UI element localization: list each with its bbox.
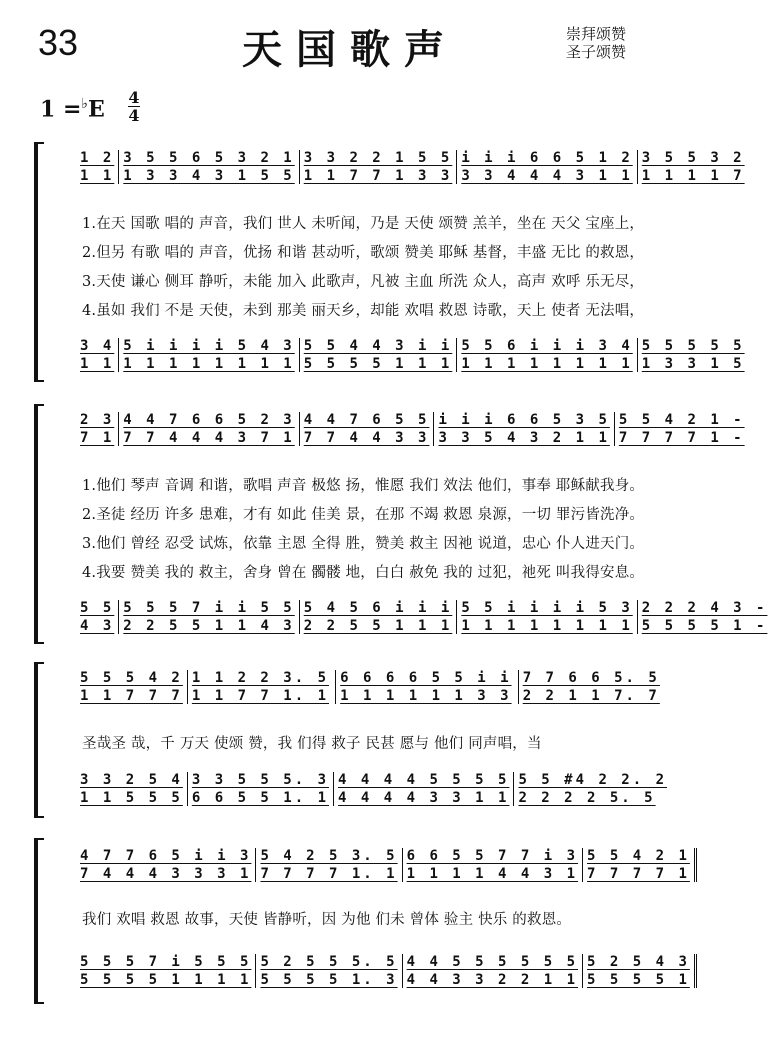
notes-upper: 5 4 2 5 3. 5	[260, 848, 398, 864]
notes-upper: 4 4 4 4 5 5 5 5	[338, 772, 510, 788]
notes-lower: 7 7 7 7 1. 1	[260, 866, 398, 882]
staff-bottom	[76, 772, 666, 806]
staff-bottom	[76, 954, 690, 988]
notes-lower: 1 1 1 1 1 1 3 3	[340, 688, 512, 704]
notes-upper: 2 2 2 4 3 -	[641, 600, 768, 616]
measure	[299, 412, 434, 446]
verse-4: 4.我要 赞美 我的 救主，舍身 曾在 髑髅 地，白白 赦免 我的 过犯，祂死 叫我得安息。	[82, 565, 645, 581]
notes-lower: 7 1	[80, 430, 115, 446]
system-brace	[34, 662, 38, 818]
measure	[402, 954, 582, 988]
measure	[118, 412, 298, 446]
time-bottom: 4	[128, 106, 140, 125]
notes-lower: 1 1 7 7 1. 1	[191, 688, 330, 704]
key-prefix: 1 =	[40, 96, 82, 123]
ending-lyric: 我们 欢唱 救恩 故事，天使 皆静听，因 为他 们未 曾体 验主 快乐 的救恩。	[82, 912, 572, 928]
subcategory-credit: 圣子颂赞	[566, 43, 627, 61]
measure	[614, 412, 749, 446]
notes-upper: 3 4	[80, 338, 115, 354]
notes-lower: 2 2 5 5 1 1 1	[303, 618, 453, 634]
hymn-title: 天国歌声	[242, 26, 458, 73]
measure	[433, 412, 613, 446]
measure	[76, 412, 118, 446]
notes-upper: 3 3 2 2 1 5 5	[303, 150, 453, 166]
notes-lower: 7 4 4 4 3 3 3 1	[80, 866, 252, 882]
notes-upper: 4 4 5 5 5 5 5 5	[406, 954, 579, 970]
notes-upper: 5 2 5 4 3	[587, 954, 690, 970]
notes-lower: 1 1 7 7 7	[80, 688, 183, 704]
notes-upper: 5 5 i i i i 5 3	[461, 600, 633, 616]
measure	[335, 670, 518, 704]
notes-lower: 7 7 4 4 3 3	[303, 430, 430, 446]
notes-lower: 5 5 5 5 1	[587, 972, 690, 988]
notes-lower: 5 5 5 5 1 -	[641, 618, 768, 634]
measure	[299, 150, 457, 184]
system-brace	[34, 404, 38, 644]
notes-lower: 4 4 3 3 2 2 1 1	[406, 972, 579, 988]
measure	[513, 772, 671, 806]
notes-lower: 1 3 3 4 3 1 5 5	[123, 168, 295, 184]
notes-upper: 5 5 5 7 i 5 5 5	[80, 954, 252, 970]
notes-upper: 5 5 5 5 5	[641, 338, 745, 354]
notes-upper: 2 3	[80, 412, 115, 428]
measure	[76, 338, 118, 372]
measure	[76, 772, 187, 806]
notes-upper: 4 7 7 6 5 i i 3	[80, 848, 252, 864]
notes-upper: 5 5 5 7 i i 5 5	[123, 600, 295, 616]
notes-lower: 1 1 1 1 7	[641, 168, 745, 184]
measure	[637, 600, 771, 634]
staff-bottom	[76, 338, 745, 372]
measure	[456, 338, 636, 372]
verse-3: 3.天使 谦心 侧耳 静听，未能 加入 此歌声，凡被 主血 所洗 众人，高声 欢呼 乐无尽，	[82, 274, 645, 290]
notes-lower: 1 1 7 7 1 3 3	[303, 168, 453, 184]
notes-upper: 5 5 6 i i i 3 4	[461, 338, 633, 354]
notes-lower: 1 1	[80, 168, 115, 184]
notes-upper: 6 6 6 6 5 5 i i	[340, 670, 512, 686]
time-top: 4	[128, 88, 140, 107]
notes-upper: 6 6 5 5 7 7 i 3	[406, 848, 579, 864]
notes-lower: 1 1 1 1 1 1 1 1	[461, 356, 633, 372]
notes-lower: 2 2 1 1 7. 7	[522, 688, 660, 704]
notes-lower: 7 7 7 7 1	[587, 866, 690, 882]
notes-lower: 1 1 1 1 4 4 3 1	[406, 866, 579, 882]
measure	[76, 600, 118, 634]
key-note: E	[88, 96, 105, 123]
notes-lower: 3 3 4 4 4 3 1 1	[461, 168, 633, 184]
notes-lower: 2 2 5 5 1 1 4 3	[123, 618, 295, 634]
measure	[402, 848, 582, 882]
notes-upper: i i i 6 6 5 3 5	[438, 412, 610, 428]
measure	[76, 954, 255, 988]
notes-lower: 4 4 4 4 3 3 1 1	[338, 790, 510, 806]
notes-upper: 3 3 2 5 4	[80, 772, 183, 788]
notes-lower: 1 1	[80, 356, 115, 372]
refrain-lyric: 圣哉圣 哉，千 万天 使颂 赞，我 们得 救子 民甚 愿与 他们 同声唱，当	[82, 736, 542, 752]
category-credit: 崇拜颂赞	[566, 25, 627, 43]
measure	[518, 670, 666, 704]
staff-top	[76, 848, 690, 882]
notes-lower: 1 3 3 1 5	[641, 356, 745, 372]
final-measure	[582, 848, 697, 882]
verse-3: 3.他们 曾经 忍受 试炼，依靠 主恩 全得 胜，赞美 救主 因祂 说道，忠心 仆人进天门。	[82, 536, 645, 552]
measure	[187, 670, 335, 704]
staff-top	[76, 670, 666, 704]
notes-upper: 5 5 5 4 2	[80, 670, 183, 686]
measure	[187, 772, 333, 806]
notes-lower: 3 3 5 4 3 2 1 1	[438, 430, 610, 446]
notes-lower: 4 3	[80, 618, 115, 634]
notes-lower: 5 5 5 5 1 1 1 1	[80, 972, 252, 988]
notes-lower: 1 1 1 1 1 1 1 1	[461, 618, 633, 634]
notes-upper: 4 4 7 6 5 5	[303, 412, 430, 428]
measure	[456, 150, 636, 184]
notes-lower: 1 1 5 5 5	[80, 790, 183, 806]
notes-lower: 6 6 5 5 1. 1	[191, 790, 330, 806]
notes-upper: i i i 6 6 5 1 2	[461, 150, 633, 166]
notes-upper: 5 i i i i 5 4 3	[123, 338, 295, 354]
notes-lower: 1 1 1 1 1 1 1 1	[123, 356, 295, 372]
staff-top	[76, 150, 745, 184]
measure	[76, 150, 118, 184]
notes-upper: 3 5 5 3 2	[641, 150, 745, 166]
notes-lower: 7 7 7 7 1 -	[618, 430, 745, 446]
notes-upper: 3 3 5 5 5. 3	[191, 772, 330, 788]
measure	[333, 772, 513, 806]
notes-lower: 5 5 5 5 1 1 1	[303, 356, 453, 372]
verse-2: 2.但另 有歌 唱的 声音，优扬 和谐 甚动听，歌颂 赞美 耶稣 基督，丰盛 无比 的救恩，	[82, 245, 645, 261]
measure	[118, 600, 298, 634]
measure	[637, 150, 749, 184]
key-signature	[40, 96, 105, 122]
notes-upper: 5 5 #4 2 2. 2	[518, 772, 668, 788]
notes-upper: 5 5 4 2 1 -	[618, 412, 745, 428]
measure	[255, 954, 401, 988]
measure	[456, 600, 636, 634]
time-signature	[128, 90, 140, 123]
notes-lower: 2 2 2 2 5. 5	[518, 790, 656, 806]
verse-2: 2.圣徒 经历 许多 患难，才有 如此 佳美 景，在那 不竭 救恩 泉源，一切 罪污皆洗净。	[82, 507, 645, 523]
measure	[299, 600, 457, 634]
verse-4: 4.虽如 我们 不是 天使，未到 那美 丽天乡，却能 欢唱 救恩 诗歌，天上 使者 无法唱，	[82, 303, 645, 319]
measure	[76, 848, 255, 882]
notes-upper: 1 1 2 2 3. 5	[191, 670, 330, 686]
notes-upper: 1 2	[80, 150, 115, 166]
notes-upper: 3 5 5 6 5 3 2 1	[123, 150, 295, 166]
verse-1: 1.他们 琴声 音调 和谐，歌唱 声音 极悠 扬，惟愿 我们 效法 他们，事奉 耶稣献我身。	[82, 478, 645, 494]
notes-lower: 7 7 4 4 4 3 7 1	[123, 430, 295, 446]
notes-lower: 5 5 5 5 1. 3	[260, 972, 398, 988]
notes-upper: 5 5 4 4 3 i i	[303, 338, 453, 354]
hymn-number: 33	[38, 22, 79, 63]
notes-upper: 5 4 5 6 i i i	[303, 600, 453, 616]
flat-symbol: ♭	[81, 96, 89, 112]
measure	[255, 848, 401, 882]
notes-upper: 5 5	[80, 600, 115, 616]
final-measure	[582, 954, 697, 988]
measure	[118, 150, 298, 184]
staff-top	[76, 412, 745, 446]
measure	[299, 338, 457, 372]
measure	[76, 670, 187, 704]
verse-1: 1.在天 国歌 唱的 声音，我们 世人 未听闻，乃是 天使 颂赞 羔羊，坐在 天父 宝座上，	[82, 216, 645, 232]
notes-upper: 5 2 5 5 5. 5	[260, 954, 398, 970]
system-brace	[34, 838, 38, 1004]
system-brace	[34, 142, 38, 382]
measure	[118, 338, 298, 372]
staff-bottom	[76, 600, 768, 634]
notes-upper: 5 5 4 2 1	[587, 848, 690, 864]
measure	[637, 338, 749, 372]
notes-upper: 7 7 6 6 5. 5	[522, 670, 660, 686]
notes-upper: 4 4 7 6 6 5 2 3	[123, 412, 295, 428]
